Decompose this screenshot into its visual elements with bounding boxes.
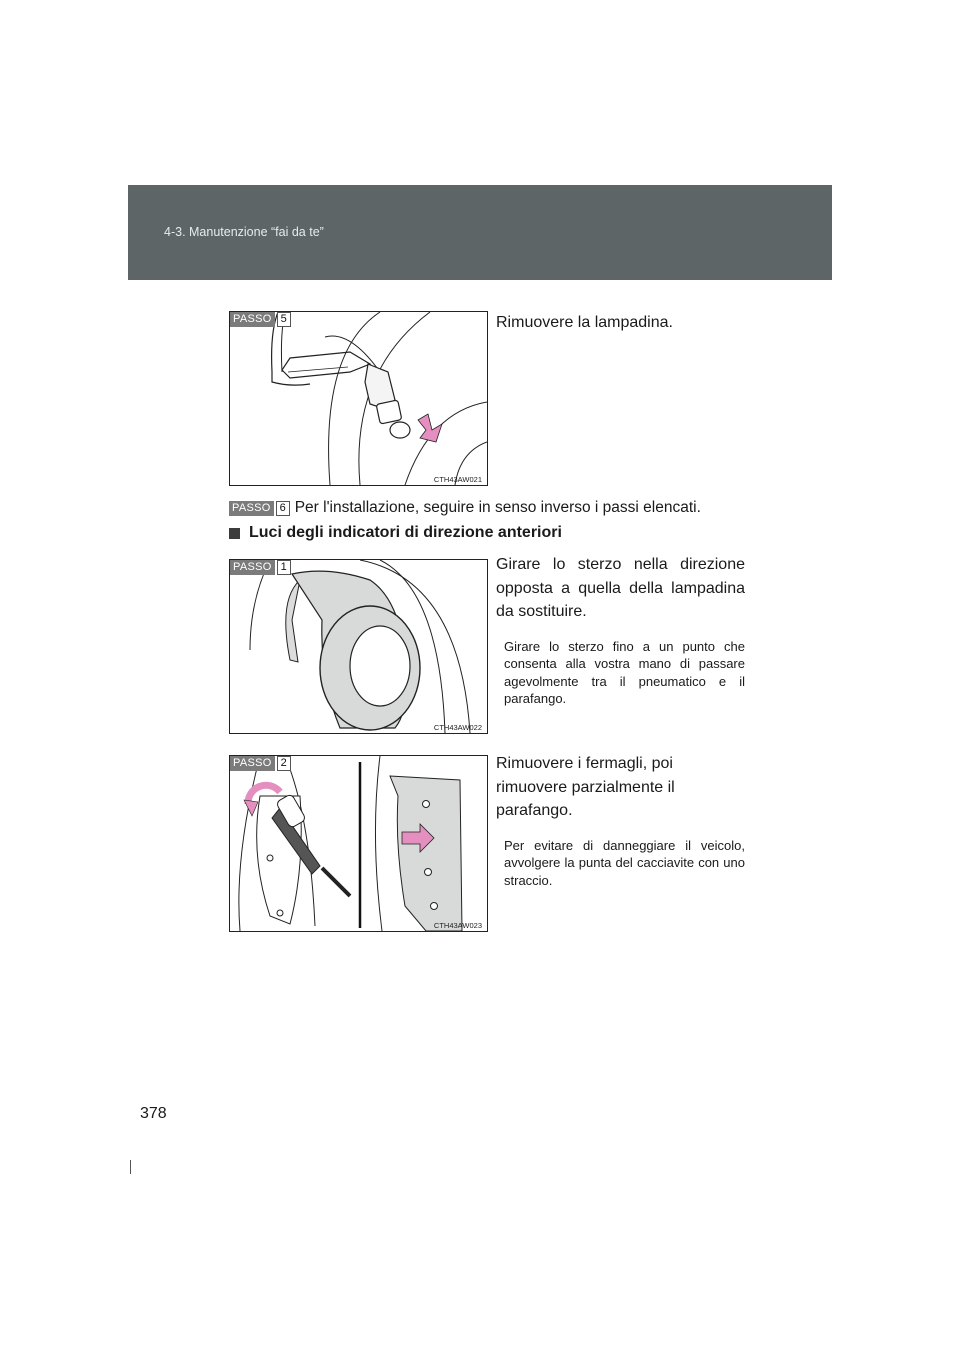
figure-step-1	[229, 559, 488, 734]
chapter-title: 4-3. Manutenzione “fai da te”	[164, 225, 324, 239]
step-note: Girare lo sterzo fino a un punto che consenta alla vostra mano di passare agevolmente tra il pneumatico e il parafango.	[504, 638, 745, 706]
bulb-removal-illustration	[230, 312, 487, 485]
steering-wheel-tire-illustration	[230, 560, 487, 733]
step-6	[229, 499, 701, 517]
section-heading	[229, 524, 562, 542]
margin-rule	[130, 1160, 131, 1174]
step-1-text	[496, 553, 745, 708]
figure-code: CTH43AW022	[433, 723, 482, 732]
step-badge: PASSO 1	[230, 560, 291, 575]
step-5-text	[496, 311, 745, 335]
step-instruction: Girare lo sterzo nella direzione opposta a quella della lampadina da sostituire.	[496, 556, 745, 620]
step-badge: PASSO 2	[230, 756, 291, 771]
chapter-header-bar	[128, 185, 832, 280]
square-bullet-icon	[229, 528, 240, 539]
figure-step-5	[229, 311, 488, 486]
figure-code: CTH43AW021	[433, 475, 482, 484]
page-number: 378	[140, 1105, 167, 1122]
step-2-text	[496, 752, 745, 889]
step-instruction: Rimuovere la lampadina.	[496, 314, 673, 331]
step-instruction: Per l'installazione, seguire in senso inverso i passi elencati.	[294, 499, 701, 516]
section-heading-text: Luci degli indicatori di direzione anteriori	[249, 524, 562, 541]
step-note: Per evitare di danneggiare il veicolo, avvolgere la punta del cacciavite con uno straccio.	[504, 837, 745, 888]
figure-code: CTH43AW023	[433, 921, 482, 930]
step-badge: PASSO 5	[230, 312, 291, 327]
step-badge: PASSO 6	[229, 501, 290, 516]
figure-step-2	[229, 755, 488, 932]
fender-clip-removal-illustration	[230, 756, 487, 931]
step-instruction: Rimuovere i fermagli, poi rimuovere parzialmente il parafango.	[496, 755, 675, 819]
